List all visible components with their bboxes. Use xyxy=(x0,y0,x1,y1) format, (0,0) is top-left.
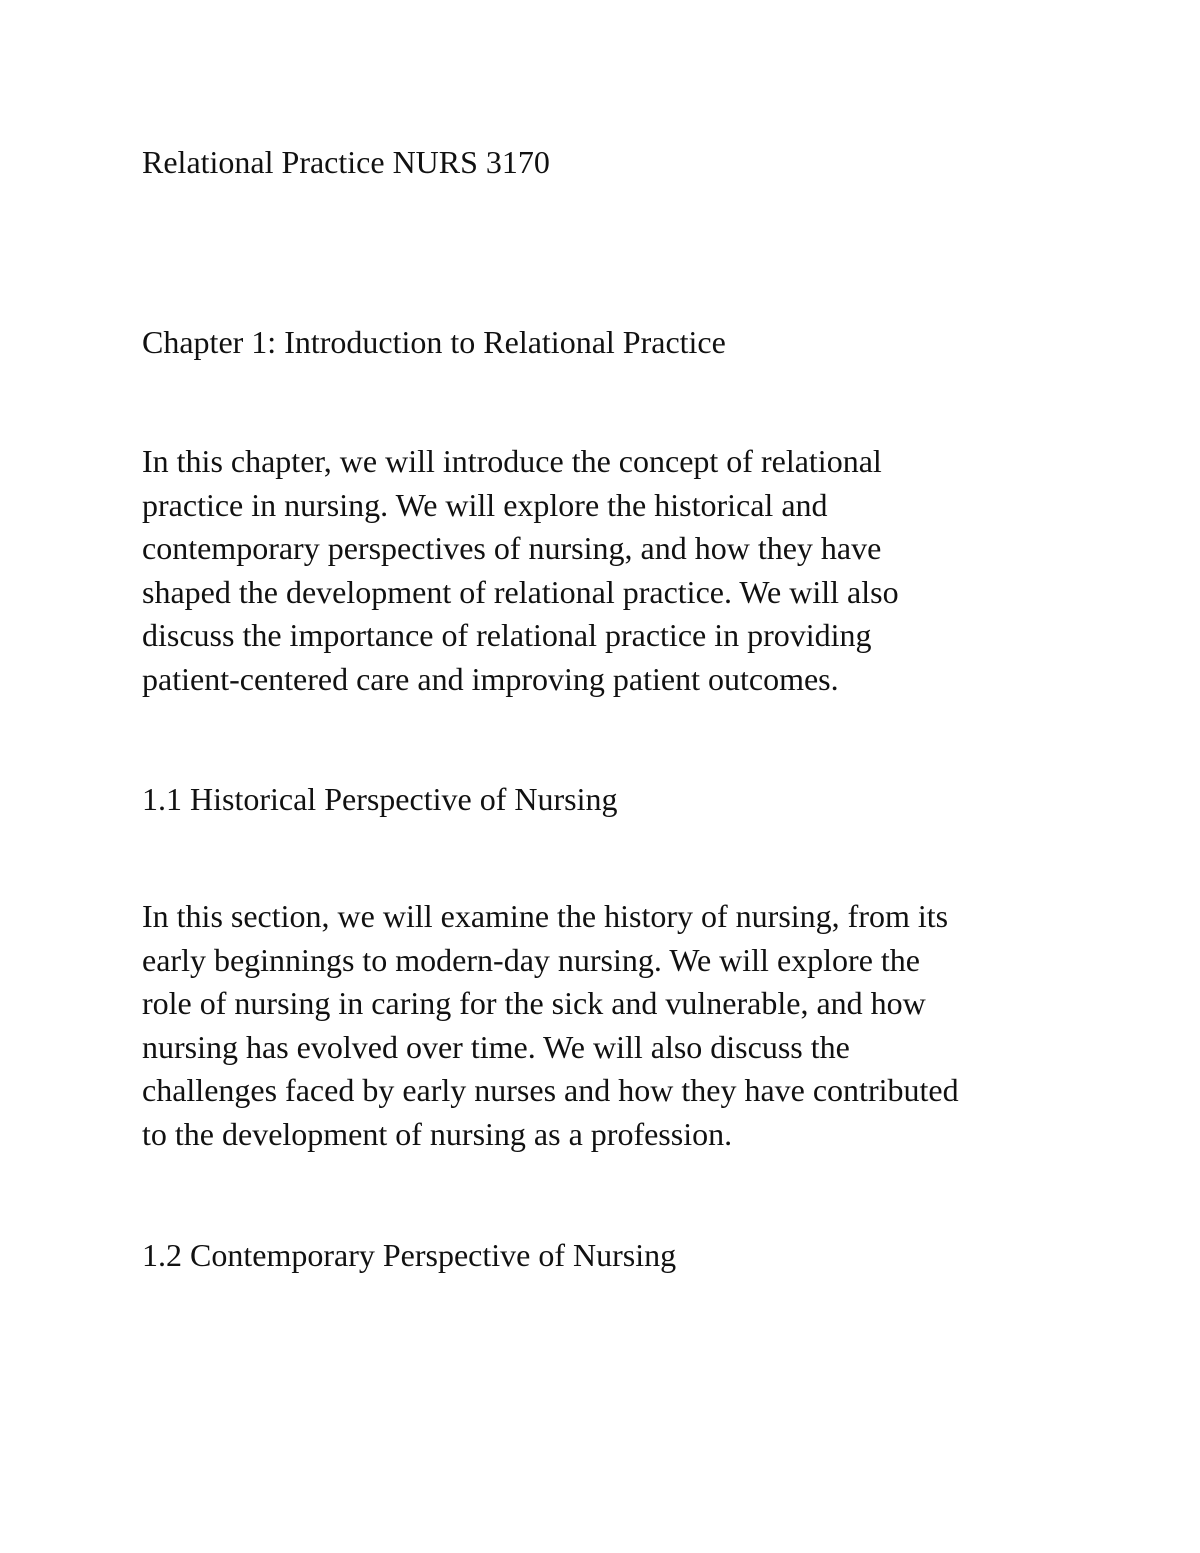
chapter-heading: Chapter 1: Introduction to Relational Practice xyxy=(142,324,726,360)
paragraph-line: to the development of nursing as a profession. xyxy=(142,1115,733,1152)
paragraph-line: In this section, we will examine the history of nursing, from its xyxy=(142,898,949,934)
paragraph-line: role of nursing in caring for the sick and vulnerable, and how xyxy=(142,985,926,1022)
chapter-intro-paragraph xyxy=(142,440,899,702)
paragraph-line: shaped the development of relational practice. We will also xyxy=(142,573,899,610)
paragraph-line: In this chapter, we will introduce the concept of relational xyxy=(142,443,882,479)
paragraph-line: practice in nursing. We will explore the historical and xyxy=(142,486,828,523)
section-heading-1-1: 1.1 Historical Perspective of Nursing xyxy=(142,781,618,817)
paragraph-line: challenges faced by early nurses and how they have contributed xyxy=(142,1072,959,1109)
paragraph-line: contemporary perspectives of nursing, and how they have xyxy=(142,530,882,567)
section-heading-1-2: 1.2 Contemporary Perspective of Nursing xyxy=(142,1237,677,1273)
paragraph-line: early beginnings to modern-day nursing. We will explore the xyxy=(142,941,920,978)
paragraph-line: discuss the importance of relational practice in providing xyxy=(142,617,872,654)
paragraph-line: nursing has evolved over time. We will also discuss the xyxy=(142,1028,850,1065)
paragraph-line: patient-centered care and improving patient outcomes. xyxy=(142,660,839,697)
document-title: Relational Practice NURS 3170 xyxy=(142,144,550,180)
section-1-1-paragraph xyxy=(142,895,959,1157)
